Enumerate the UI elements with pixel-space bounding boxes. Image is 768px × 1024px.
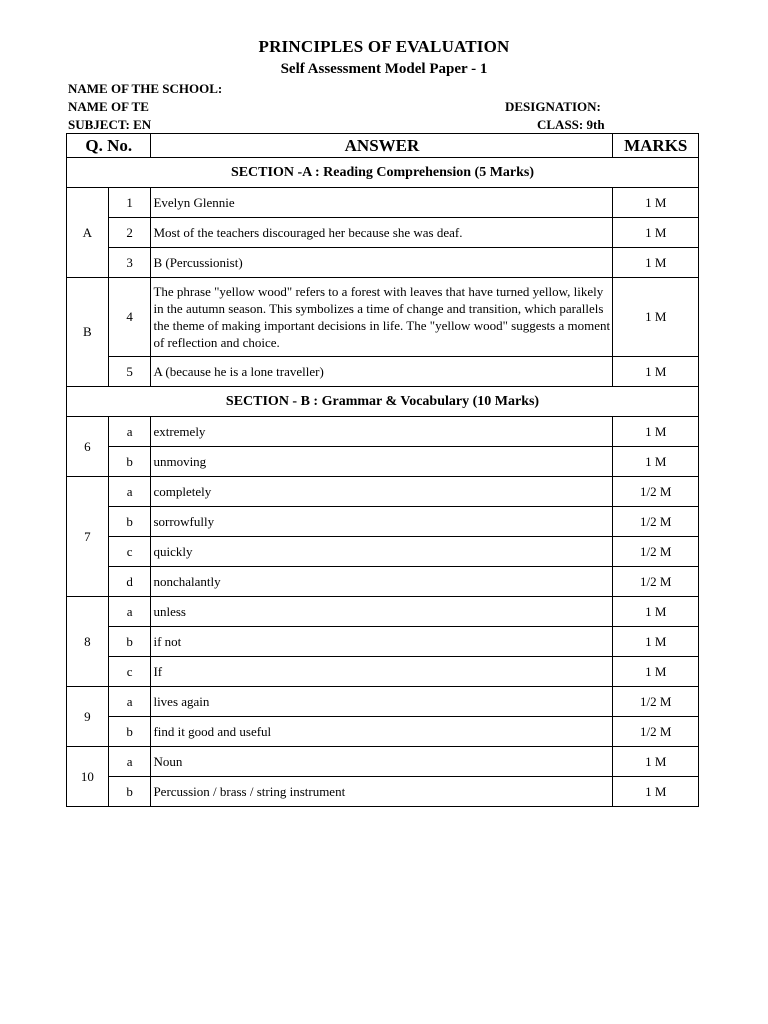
designation-label: DESIGNATION: — [505, 99, 601, 114]
sub-question-number: 3 — [108, 248, 151, 278]
marks-value: 1/2 M — [613, 687, 699, 717]
section-row — [67, 387, 699, 417]
column-header-row — [67, 134, 699, 158]
marks-value: 1/2 M — [613, 717, 699, 747]
sub-question-number: b — [108, 627, 151, 657]
marks-value: 1 M — [613, 627, 699, 657]
table-row — [67, 567, 699, 597]
table-row — [67, 357, 699, 387]
section-b-title: SECTION - B : Grammar & Vocabulary (10 Marks) — [67, 387, 699, 417]
marks-value: 1 M — [613, 777, 699, 807]
section-row — [67, 158, 699, 188]
question-group-label: 6 — [67, 417, 109, 477]
sub-question-number: b — [108, 777, 151, 807]
sub-question-number: b — [108, 717, 151, 747]
answer-text: unmoving — [151, 447, 613, 477]
answer-text: lives again — [151, 687, 613, 717]
marks-value: 1 M — [613, 248, 699, 278]
answer-text: if not — [151, 627, 613, 657]
marks-value: 1 M — [613, 188, 699, 218]
table-row — [67, 747, 699, 777]
qno-header: Q. No. — [67, 134, 151, 158]
table-row — [67, 777, 699, 807]
answer-key-table — [66, 133, 699, 807]
sub-question-number: a — [108, 477, 151, 507]
marks-value: 1 M — [613, 417, 699, 447]
table-row — [67, 477, 699, 507]
sub-question-number: 5 — [108, 357, 151, 387]
sub-question-number: c — [108, 657, 151, 687]
section-a-title: SECTION -A : Reading Comprehension (5 Marks) — [67, 158, 699, 188]
sub-question-number: d — [108, 567, 151, 597]
question-group-label: 9 — [67, 687, 109, 747]
question-group-label: A — [67, 188, 109, 278]
answer-text: A (because he is a lone traveller) — [151, 357, 613, 387]
sub-question-number: a — [108, 597, 151, 627]
question-group-label: B — [67, 278, 109, 387]
marks-value: 1 M — [613, 657, 699, 687]
page-subtitle: Self Assessment Model Paper - 1 — [280, 61, 488, 77]
sub-question-number: c — [108, 537, 151, 567]
marks-value: 1 M — [613, 747, 699, 777]
answer-text: completely — [151, 477, 613, 507]
sub-question-number: b — [108, 507, 151, 537]
marks-value: 1/2 M — [613, 537, 699, 567]
answer-text: The phrase "yellow wood" refers to a forest with leaves that have turned yellow, likely in the autumn season. This symbolizes a time of change and transition, which parallels the theme of making important decisions in life. The "yellow wood" suggests a moment of reflection and choice. — [151, 278, 613, 357]
marks-value: 1/2 M — [613, 567, 699, 597]
sub-question-number: a — [108, 417, 151, 447]
sub-question-number: a — [108, 747, 151, 777]
table-row — [67, 537, 699, 567]
answer-text: Percussion / brass / string instrument — [151, 777, 613, 807]
marks-value: 1/2 M — [613, 507, 699, 537]
table-row — [67, 248, 699, 278]
subject-label: SUBJECT: EN — [68, 117, 152, 132]
table-row — [67, 447, 699, 477]
marks-value: 1 M — [613, 218, 699, 248]
answer-text: sorrowfully — [151, 507, 613, 537]
table-row — [67, 507, 699, 537]
page-title: PRINCIPLES OF EVALUATION — [258, 37, 510, 56]
question-group-label: 7 — [67, 477, 109, 597]
school-name-label: NAME OF THE SCHOOL: — [68, 81, 223, 96]
marks-header: MARKS — [613, 134, 699, 158]
answer-text: unless — [151, 597, 613, 627]
sub-question-number: 4 — [108, 278, 151, 357]
answer-text: Noun — [151, 747, 613, 777]
answer-text: Most of the teachers discouraged her because she was deaf. — [151, 218, 613, 248]
table-row — [67, 218, 699, 248]
answer-text: Evelyn Glennie — [151, 188, 613, 218]
sub-question-number: a — [108, 687, 151, 717]
question-group-label: 10 — [67, 747, 109, 807]
class-label: CLASS: 9th — [537, 117, 605, 132]
table-row — [67, 627, 699, 657]
question-group-label: 8 — [67, 597, 109, 687]
table-row — [67, 717, 699, 747]
sub-question-number: b — [108, 447, 151, 477]
sub-question-number: 2 — [108, 218, 151, 248]
marks-value: 1 M — [613, 357, 699, 387]
table-row — [67, 657, 699, 687]
answer-text: B (Percussionist) — [151, 248, 613, 278]
answer-text: nonchalantly — [151, 567, 613, 597]
table-row — [67, 278, 699, 357]
marks-value: 1 M — [613, 278, 699, 357]
table-row — [67, 417, 699, 447]
answer-header: ANSWER — [151, 134, 613, 158]
answer-text: find it good and useful — [151, 717, 613, 747]
table-row — [67, 188, 699, 218]
answer-text: extremely — [151, 417, 613, 447]
teacher-name-label: NAME OF TE — [68, 99, 149, 114]
answer-text: quickly — [151, 537, 613, 567]
sub-question-number: 1 — [108, 188, 151, 218]
marks-value: 1 M — [613, 597, 699, 627]
marks-value: 1 M — [613, 447, 699, 477]
table-row — [67, 597, 699, 627]
answer-text: If — [151, 657, 613, 687]
marks-value: 1/2 M — [613, 477, 699, 507]
table-row — [67, 687, 699, 717]
